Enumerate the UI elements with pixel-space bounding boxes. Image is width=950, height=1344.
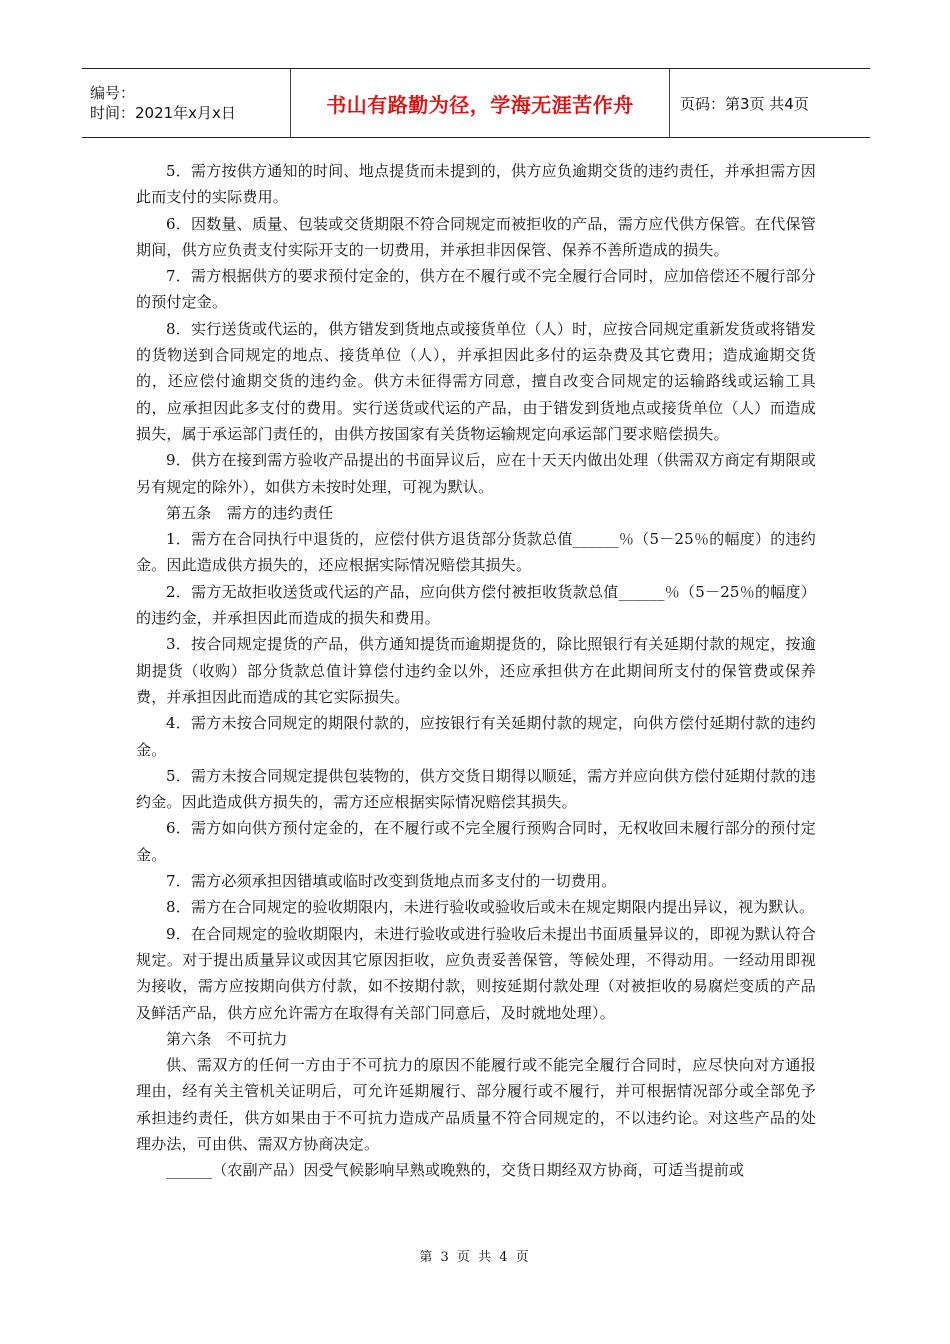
header-page-info-cell (670, 69, 870, 137)
document-time-label: 时间：2021年x月x日 (90, 104, 236, 122)
document-number-label: 编号： (90, 84, 136, 102)
header-page-info: 页码：第3页 共4页 (680, 94, 809, 113)
clause-paragraph: 3．按合同规定提货的产品，供方通知提货而逾期提货的，除比照银行有关延期付款的规定，按逾期提货（收购）部分货款总值计算偿付违约金以外，还应承担供方在此期间所支付的保管费或保养费，并承担因此而造成的其它实际损失。 (136, 635, 816, 706)
header-motto-cell (291, 69, 670, 137)
article-heading: 第五条 需方的违约责任 (166, 503, 334, 522)
document-body (136, 158, 816, 1184)
clause-paragraph: ______（农副产品）因受气候影响早熟或晚熟的，交货日期经双方协商，可适当提前或 (166, 1161, 745, 1180)
clause-paragraph: 6．需方如向供方预付定金的，在不履行或不完全履行预购合同时，无权收回未履行部分的预付定金。 (136, 819, 816, 864)
header-table (82, 68, 870, 138)
clause-paragraph: 8．实行送货或代运的，供方错发到货地点或接货单位（人）时，应按合同规定重新发货或将错发的货物送到合同规定的地点、接货单位（人），并承担因此多付的运杂费及其它费用；造成逾期交货的，还应偿付逾期交货的违约金。供方未征得需方同意，擅自改变合同规定的运输路线或运输工具的，应承担因此多支付的费用。实行送货或代运的产品，由于错发到货地点或接货单位（人）而造成损失，属于承运部门责任的，由供方按国家有关货物运输规定向承运部门要求赔偿损失。 (136, 319, 816, 443)
header-meta (82, 69, 291, 137)
clause-paragraph: 9．在合同规定的验收期限内，未进行验收或进行验收后未提出书面质量异议的，即视为默认符合规定。对于提出质量异议或因其它原因拒收，应负责妥善保管，等候处理，不得动用。一经动用即视为接收，需方应按期向供方付款，如不按期付款，则按延期付款处理（对被拒收的易腐烂变质的产品及鲜活产品，供方应允许需方在取得有关部门同意后，及时就地处理）。 (136, 924, 816, 1022)
clause-paragraph: 6．因数量、质量、包装或交货期限不符合同规定而被拒收的产品，需方应代供方保管。在代保管期间，供方应负责支付实际开支的一切费用，并承担非因保管、保养不善所造成的损失。 (136, 214, 816, 259)
clause-paragraph: 5．需方未按合同规定提供包装物的，供方交货日期得以顺延，需方并应向供方偿付延期付款的违约金。因此造成供方损失的，需方还应根据实际情况赔偿其损失。 (136, 766, 816, 812)
page-footer: 第 3 页 共 4 页 (419, 1250, 531, 1265)
clause-paragraph: 9．供方在接到需方验收产品提出的书面异议后，应在十天天内做出处理（供需双方商定有期限或另有规定的除外），如供方未按时处理，可视为默认。 (136, 451, 816, 496)
clause-paragraph: 7．需方必须承担因错填或临时改变到货地点而多支付的一切费用。 (166, 872, 617, 891)
clause-paragraph: 供、需双方的任何一方由于不可抗力的原因不能履行或不能完全履行合同时，应尽快向对方通报理由，经有关主管机关证明后，可允许延期履行、部分履行或不履行，并可根据情况部分或全部免予承担违约责任，供方如果由于不可抗力造成产品质量不符合同规定的，不以违约论。对这些产品的处理办法，可由供、需双方协商决定。 (136, 1056, 816, 1153)
clause-paragraph: 4．需方未按合同规定的期限付款的，应按银行有关延期付款的规定，向供方偿付延期付款的违约金。 (136, 714, 816, 759)
clause-paragraph: 5．需方按供方通知的时间、地点提货而未提到的，供方应负逾期交货的违约责任，并承担需方因此而支付的实际费用。 (136, 162, 816, 207)
article-heading: 第六条 不可抗力 (166, 1029, 288, 1048)
clause-paragraph: 2．需方无故拒收送货或代运的产品，应向供方偿付被拒收货款总值______％（5－25％的幅度）的违约金，并承担因此而造成的损失和费用。 (136, 582, 816, 628)
clause-paragraph: 8．需方在合同规定的验收期限内，未进行验收或验收后或未在规定期限内提出异议，视为默认。 (166, 898, 815, 917)
header-motto: 书山有路勤为径，学海无涯苦作舟 (326, 92, 634, 117)
clause-paragraph: 1．需方在合同执行中退货的，应偿付供方退货部分货款总值______％（5－25％的幅度）的违约金。因此造成供方损失的，还应根据实际情况赔偿其损失。 (136, 530, 816, 575)
clause-paragraph: 7．需方根据供方的要求预付定金的，供方在不履行或不完全履行合同时，应加倍偿还不履行部分的预付定金。 (136, 267, 816, 312)
